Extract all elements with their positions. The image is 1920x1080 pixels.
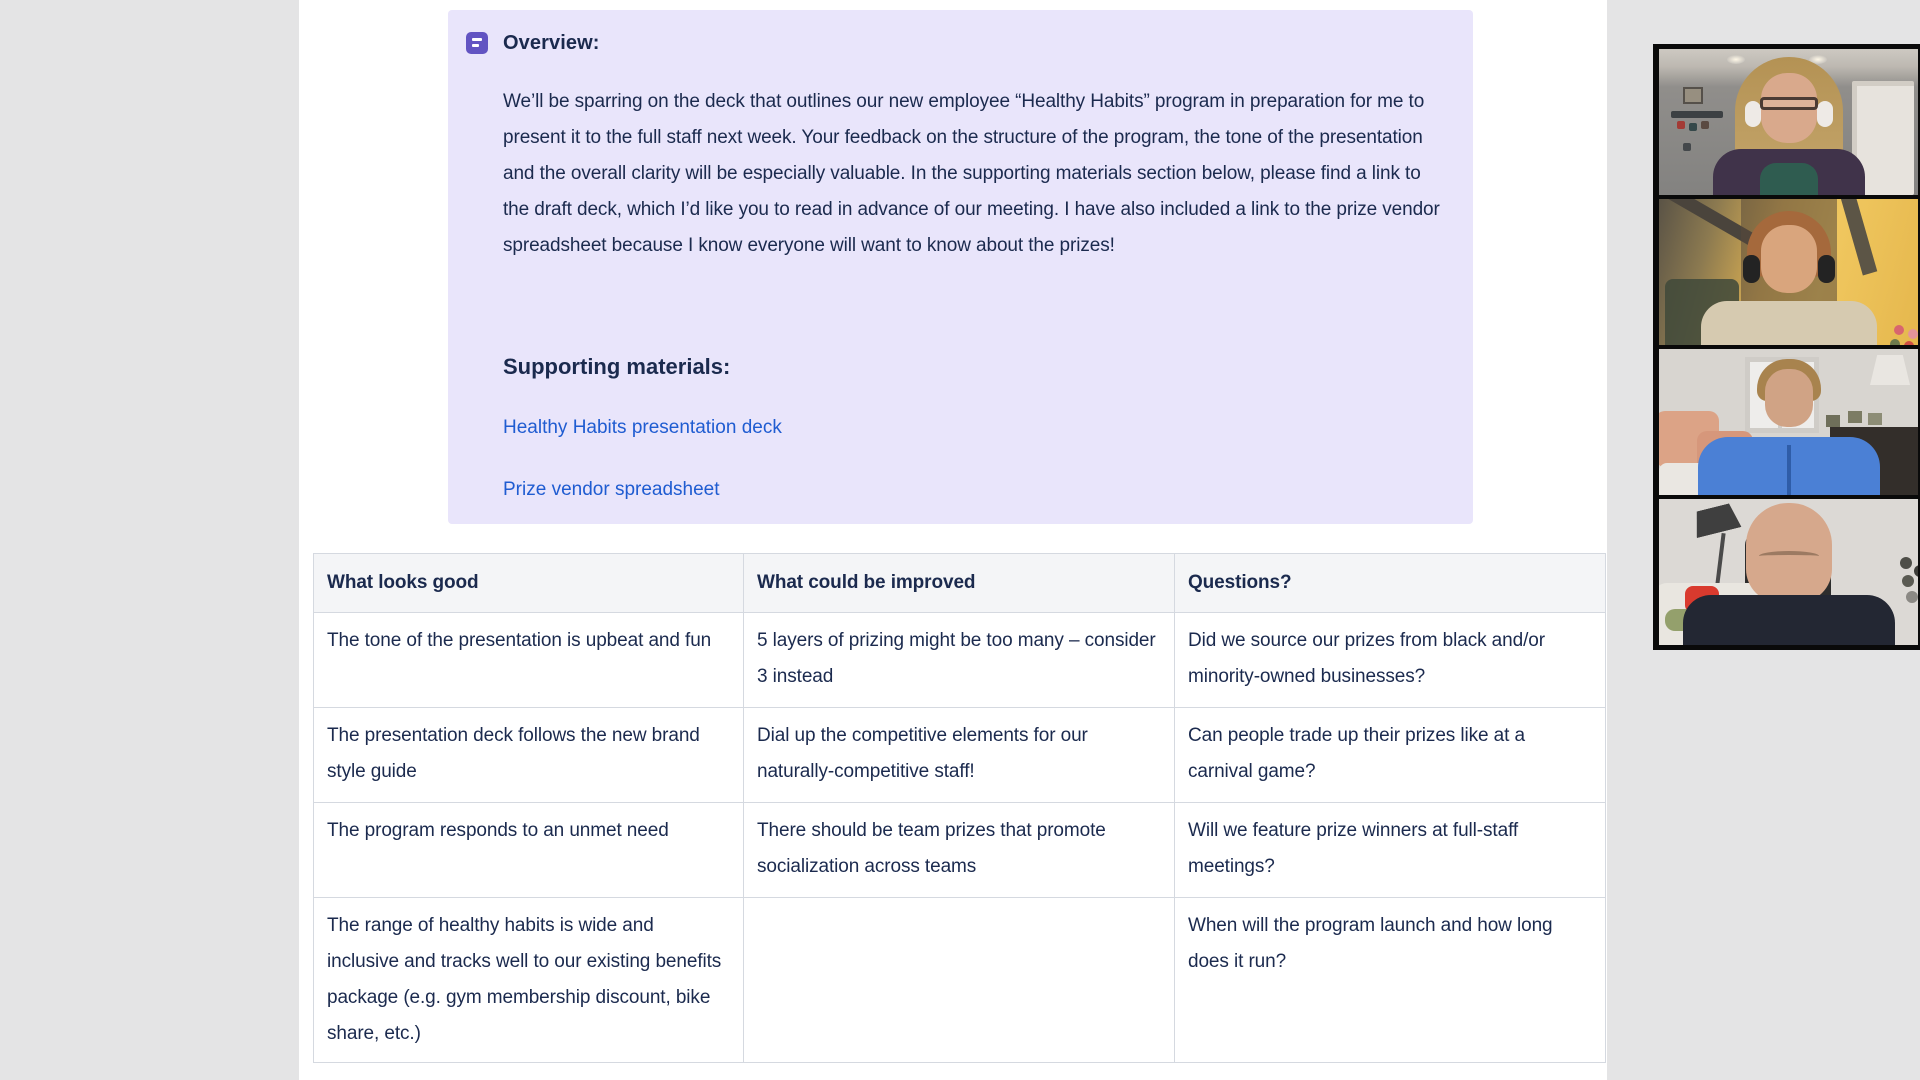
participant-face	[1765, 369, 1813, 427]
table-cell: Can people trade up their prizes like at a carnival game?	[1175, 708, 1606, 803]
headphone-earcup	[1818, 255, 1835, 283]
column-header-what-looks-good: What looks good	[314, 554, 744, 613]
table-row	[314, 803, 1606, 898]
column-header-what-could-be-improved: What could be improved	[744, 554, 1175, 613]
headphone-earcup	[1745, 101, 1761, 127]
presentation-deck-link[interactable]: Healthy Habits presentation deck	[503, 417, 782, 438]
headphone-earcup	[1743, 255, 1760, 283]
plant	[1900, 557, 1912, 569]
participant-torso	[1698, 437, 1880, 495]
table-cell: The tone of the presentation is upbeat and fun	[314, 613, 744, 708]
jacket-collar	[1760, 163, 1818, 195]
flowers	[1894, 325, 1904, 335]
participant-torso	[1683, 595, 1895, 645]
participant-video-4[interactable]	[1659, 499, 1918, 645]
supporting-materials-heading: Supporting materials:	[503, 354, 731, 379]
participant-video-1[interactable]	[1659, 49, 1918, 195]
column-header-questions: Questions?	[1175, 554, 1606, 613]
prize-vendor-spreadsheet-link[interactable]: Prize vendor spreadsheet	[503, 479, 720, 500]
table-cell	[744, 898, 1175, 1063]
participant-video-2[interactable]	[1659, 199, 1918, 345]
table-cell: Dial up the competitive elements for our naturally-competitive staff!	[744, 708, 1175, 803]
lamp	[1870, 355, 1910, 385]
feedback-table	[313, 553, 1606, 1063]
table-cell: 5 layers of prizing might be too many – consider 3 instead	[744, 613, 1175, 708]
headphone-earcup	[1817, 101, 1833, 127]
table-cell: When will the program launch and how long does it run?	[1175, 898, 1606, 1063]
table-cell: The program responds to an unmet need	[314, 803, 744, 898]
glasses	[1760, 97, 1818, 110]
video-call-strip	[1653, 44, 1920, 650]
shelf	[1671, 111, 1723, 118]
note-panel-icon	[466, 32, 488, 54]
awning-beam	[1840, 199, 1878, 275]
overview-panel	[448, 10, 1473, 524]
participant-video-3[interactable]	[1659, 349, 1918, 495]
participant-brow	[1759, 551, 1819, 561]
table-header-row	[314, 554, 1606, 613]
picture-frames	[1848, 411, 1862, 423]
overview-heading: Overview:	[503, 32, 600, 54]
table-row	[314, 613, 1606, 708]
table-cell: The presentation deck follows the new brand style guide	[314, 708, 744, 803]
floor-lamp-shade	[1691, 502, 1742, 538]
participant-torso	[1701, 301, 1877, 345]
participant-face	[1761, 225, 1817, 293]
ceiling-light	[1727, 55, 1745, 64]
overview-paragraph: We’ll be sparring on the deck that outlines our new employee “Healthy Habits” program in preparation for me to present it to the full staff next week. Your feedback on the structure of the program, the tone of the presentation and the overall clarity will be especially valuable. In the supporting materials section below, please find a link to the draft deck, which I’d like you to read in advance of our meeting. I have also included a link to the prize vendor spreadsheet because I know everyone will want to know about the prizes!	[503, 91, 1440, 256]
table-cell: The range of healthy habits is wide and inclusive and tracks well to our existing benefits package (e.g. gym membership discount, bike share, etc.)	[314, 898, 744, 1063]
table-cell: Will we feature prize winners at full-staff meetings?	[1175, 803, 1606, 898]
wall-art	[1683, 87, 1703, 104]
table-row	[314, 708, 1606, 803]
shelf-items	[1677, 121, 1685, 129]
shared-document	[299, 0, 1607, 1080]
table-cell: Did we source our prizes from black and/or minority-owned businesses?	[1175, 613, 1606, 708]
table-cell: There should be team prizes that promote socialization across teams	[744, 803, 1175, 898]
table-row	[314, 898, 1606, 1063]
